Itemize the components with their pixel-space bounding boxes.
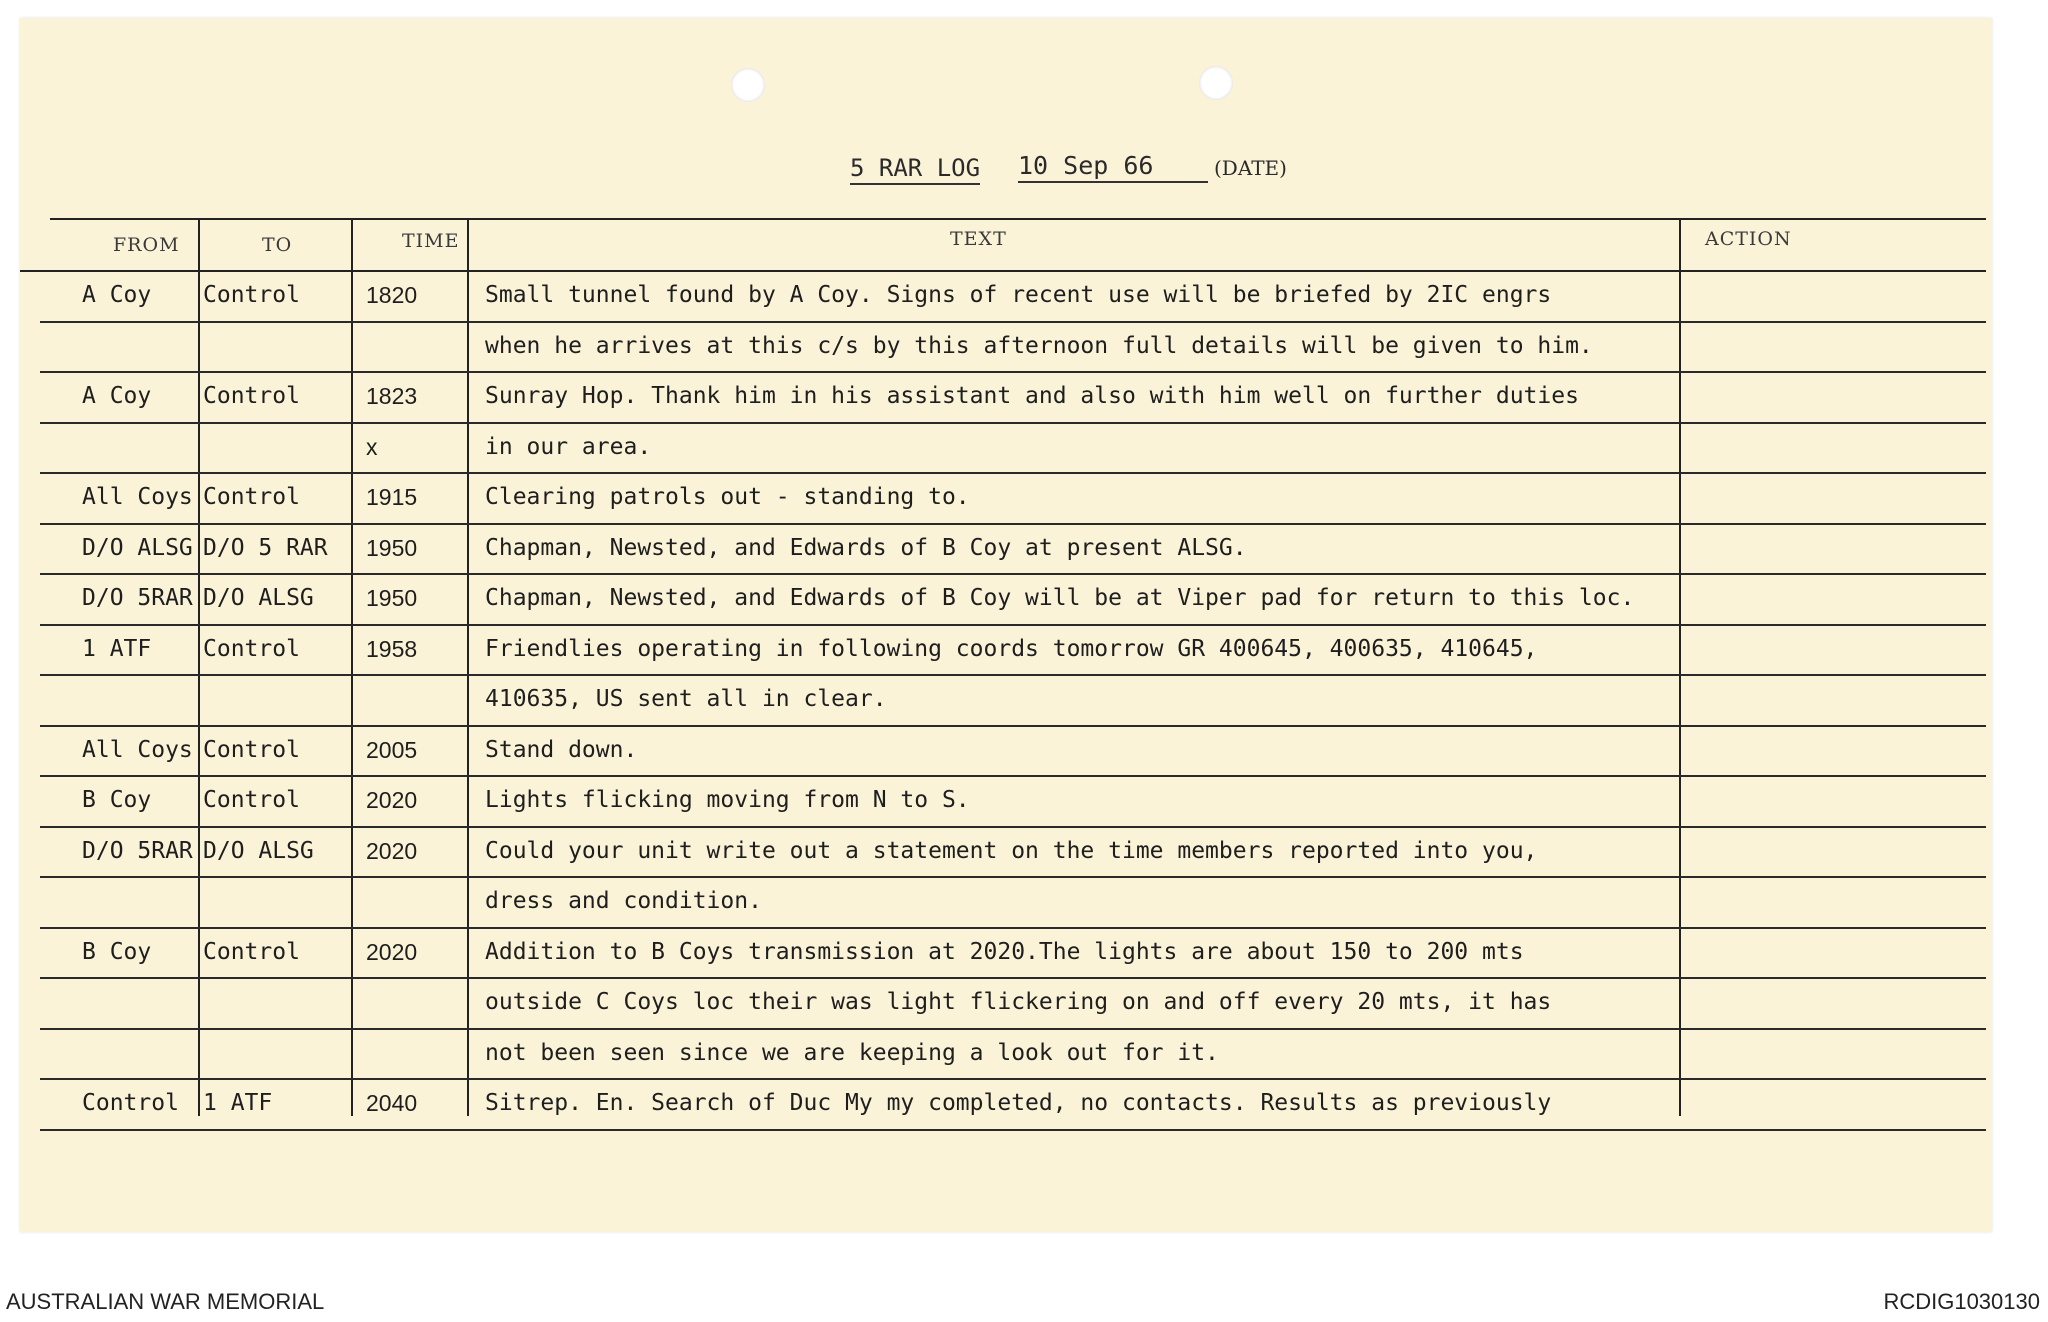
entry-to: Control xyxy=(203,636,300,662)
entry-to: Control xyxy=(203,383,300,409)
entry-from: 1 ATF xyxy=(82,636,152,662)
archive-credit: AUSTRALIAN WAR MEMORIAL xyxy=(6,1289,325,1314)
entry-to: Control xyxy=(203,282,300,308)
entry-to: Control xyxy=(203,484,300,510)
entry-time: 1958 xyxy=(366,636,418,662)
entry-time: 2020 xyxy=(366,838,418,864)
row-rule xyxy=(40,422,1986,424)
row-rule xyxy=(40,725,1986,727)
entry-text: Friendlies operating in following coords tomorrow GR 400645, 400635, 410645, xyxy=(485,636,1538,662)
entry-time: 2040 xyxy=(366,1090,418,1116)
row-rule xyxy=(40,674,1986,676)
row-rule xyxy=(40,876,1986,878)
row-rule xyxy=(40,573,1986,575)
entry-to: 1 ATF xyxy=(203,1090,273,1116)
entry-from: D/O 5RAR xyxy=(82,838,193,864)
row-rule xyxy=(40,927,1986,929)
row-rule xyxy=(40,371,1986,373)
entry-time: 2020 xyxy=(366,939,418,965)
entry-text: Stand down. xyxy=(485,737,638,763)
entry-text: Addition to B Coys transmission at 2020.The lights are about 150 to 200 mts xyxy=(485,939,1524,965)
entry-text: Clearing patrols out - standing to. xyxy=(485,484,970,510)
entry-text: Could your unit write out a statement on the time members reported into you, xyxy=(485,838,1538,864)
row-rule xyxy=(40,1028,1986,1030)
entry-text: Sitrep. En. Search of Duc My my completed, no contacts. Results as previously xyxy=(485,1090,1552,1116)
entry-to: Control xyxy=(203,737,300,763)
punch-hole xyxy=(1199,66,1233,100)
col-from-heading: FROM xyxy=(113,234,180,256)
row-rule xyxy=(40,624,1986,626)
unit-log-title: 5 RAR LOG xyxy=(850,154,980,185)
entry-to: D/O 5 RAR xyxy=(203,535,328,561)
column-rule xyxy=(467,218,469,1116)
entry-from: A Coy xyxy=(82,383,152,409)
entry-from: D/O ALSG xyxy=(82,535,193,561)
entry-from: D/O 5RAR xyxy=(82,585,193,611)
entry-from: B Coy xyxy=(82,787,152,813)
entry-text: Lights flicking moving from N to S. xyxy=(485,787,970,813)
log-sheet xyxy=(20,18,1992,1232)
row-rule xyxy=(40,321,1986,323)
entry-to: Control xyxy=(203,787,300,813)
entry-time: 2005 xyxy=(366,737,418,763)
entry-from: All Coys xyxy=(82,484,193,510)
entry-from: All Coys xyxy=(82,737,193,763)
col-text-heading: TEXT xyxy=(950,228,1007,250)
row-rule xyxy=(40,523,1986,525)
entry-to: D/O ALSG xyxy=(203,585,314,611)
entry-time: 1950 xyxy=(366,535,418,561)
header-rule xyxy=(20,270,1986,272)
row-rule xyxy=(40,1078,1986,1080)
col-time-heading: TIME xyxy=(402,230,460,252)
column-rule xyxy=(351,218,353,1116)
entry-text: Chapman, Newsted, and Edwards of B Coy will be at Viper pad for return to this loc. xyxy=(485,585,1635,611)
date-label: (DATE) xyxy=(1214,156,1287,180)
entry-text: in our area. xyxy=(485,434,652,460)
entry-text: dress and condition. xyxy=(485,888,762,914)
entry-text: Chapman, Newsted, and Edwards of B Coy at present ALSG. xyxy=(485,535,1247,561)
row-rule xyxy=(40,1129,1986,1131)
entry-to: D/O ALSG xyxy=(203,838,314,864)
table-top-rule xyxy=(50,218,1986,220)
entry-text: Small tunnel found by A Coy. Signs of recent use will be briefed by 2IC engrs xyxy=(485,282,1552,308)
column-rule xyxy=(1679,218,1681,1116)
log-date: 10 Sep 66 xyxy=(1018,151,1208,183)
entry-text: Sunray Hop. Thank him in his assistant and also with him well on further duties xyxy=(485,383,1579,409)
entry-time: 1820 xyxy=(366,282,418,308)
entry-time: 2020 xyxy=(366,787,418,813)
entry-time: 1950 xyxy=(366,585,418,611)
row-rule xyxy=(40,826,1986,828)
entry-from: B Coy xyxy=(82,939,152,965)
entry-text: 410635, US sent all in clear. xyxy=(485,686,887,712)
column-rule xyxy=(198,218,200,1116)
entry-text: when he arrives at this c/s by this afternoon full details will be given to him. xyxy=(485,333,1593,359)
row-rule xyxy=(40,775,1986,777)
entry-from: A Coy xyxy=(82,282,152,308)
entry-text: not been seen since we are keeping a look out for it. xyxy=(485,1040,1219,1066)
entry-text: outside C Coys loc their was light flickering on and off every 20 mts, it has xyxy=(485,989,1552,1015)
entry-from: Control xyxy=(82,1090,179,1116)
col-to-heading: TO xyxy=(262,234,293,256)
row-rule xyxy=(40,977,1986,979)
entry-time: 1823 xyxy=(366,383,418,409)
entry-to: Control xyxy=(203,939,300,965)
entry-time: x xyxy=(366,434,378,460)
row-rule xyxy=(40,472,1986,474)
col-action-heading: ACTION xyxy=(1705,228,1792,250)
entry-time: 1915 xyxy=(366,484,418,510)
archive-reference: RCDIG1030130 xyxy=(1883,1289,2040,1314)
punch-hole xyxy=(731,68,765,102)
